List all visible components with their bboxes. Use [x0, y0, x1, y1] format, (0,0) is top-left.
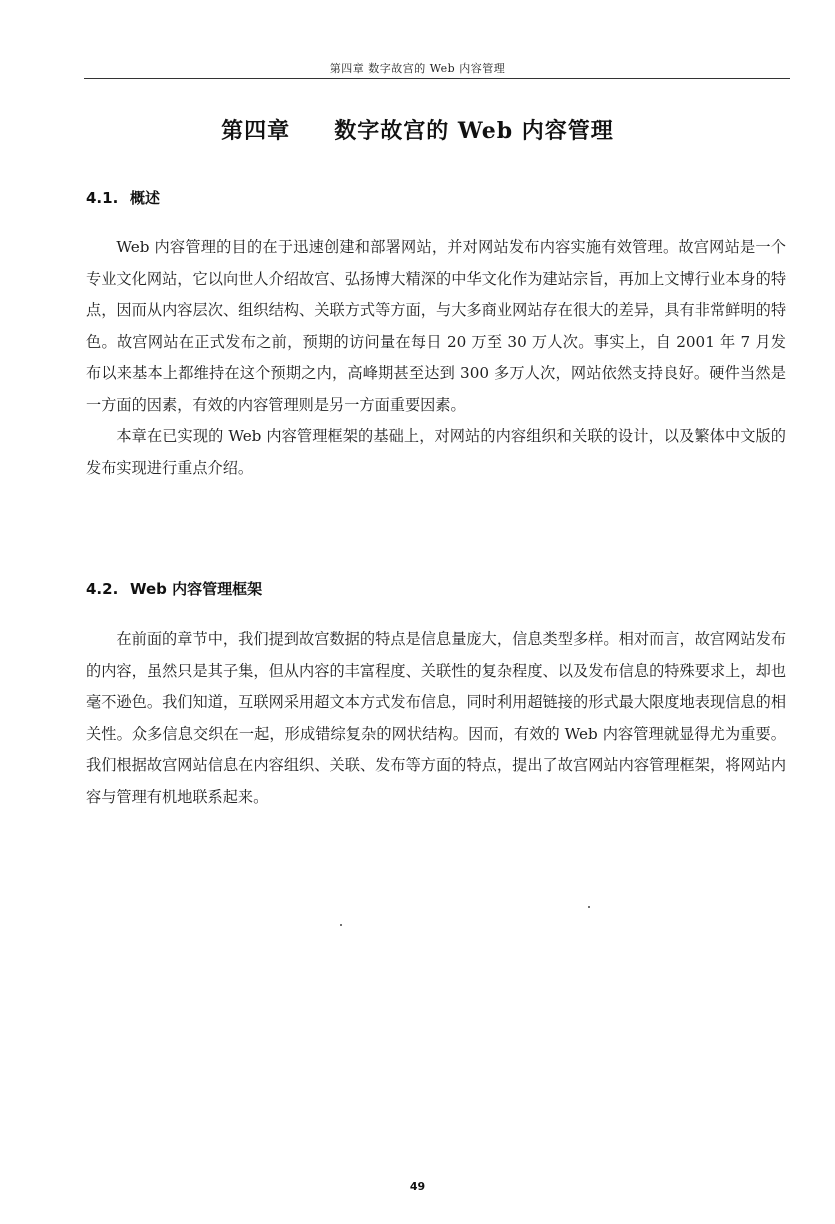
section-heading-4-2 — [86, 578, 262, 599]
section-4-1-body — [86, 232, 786, 484]
section-heading-4-1 — [86, 187, 160, 208]
section-4-2-body — [86, 624, 786, 813]
section-title: 概述 — [130, 189, 161, 207]
scan-speck — [340, 924, 342, 926]
section-title: Web 内容管理框架 — [130, 580, 263, 598]
paragraph: 在前面的章节中，我们提到故宫数据的特点是信息量庞大，信息类型多样。相对而言，故宫网站发布的内容，虽然只是其子集，但从内容的丰富程度、关联性的复杂程度、以及发布信息的特殊要求上，却也毫不逊色。我们知道，互联网采用超文本方式发布信息，同时利用超链接的形式最大限度地表现信息的相关性。众多信息交织在一起，形成错综复杂的网状结构。因而，有效的 Web 内容管理就显得尤为重要。我们根据故宫网站信息在内容组织、关联、发布等方面的特点，提出了故宫网站内容管理框架，将网站内容与管理有机地联系起来。 — [86, 630, 786, 806]
running-header: 第四章 数字故宫的 Web 内容管理 — [329, 62, 506, 75]
paragraph: Web 内容管理的目的在于迅速创建和部署网站，并对网站发布内容实施有效管理。故宫网站是一个专业文化网站，它以向世人介绍故宫、弘扬博大精深的中华文化作为建站宗旨，再加上文博行业本身的特点，因而从内容层次、组织结构、关联方式等方面，与大多商业网站存在很大的差异，具有非常鲜明的特色。故宫网站在正式发布之前，预期的访问量在每日 20 万至 30 万人次。事实上，自 2001 年 7 月发布以来基本上都维持在这个预期之内，高峰期甚至达到 300 多万人次，网站依然支持良好。硬件当然是一方面的因素，有效的内容管理则是另一方面重要因素。 — [86, 238, 786, 414]
scan-speck — [588, 906, 590, 908]
header-rule — [84, 78, 790, 79]
section-number: 4.1. — [86, 189, 119, 207]
chapter-name: 数字故宫的 Web 内容管理 — [334, 118, 614, 144]
section-number: 4.2. — [86, 580, 119, 598]
chapter-title — [0, 114, 835, 145]
page-number: 49 — [409, 1180, 426, 1193]
paragraph: 本章在已实现的 Web 内容管理框架的基础上，对网站的内容组织和关联的设计，以及繁体中文版的发布实现进行重点介绍。 — [86, 427, 786, 477]
chapter-number: 第四章 — [221, 118, 291, 144]
